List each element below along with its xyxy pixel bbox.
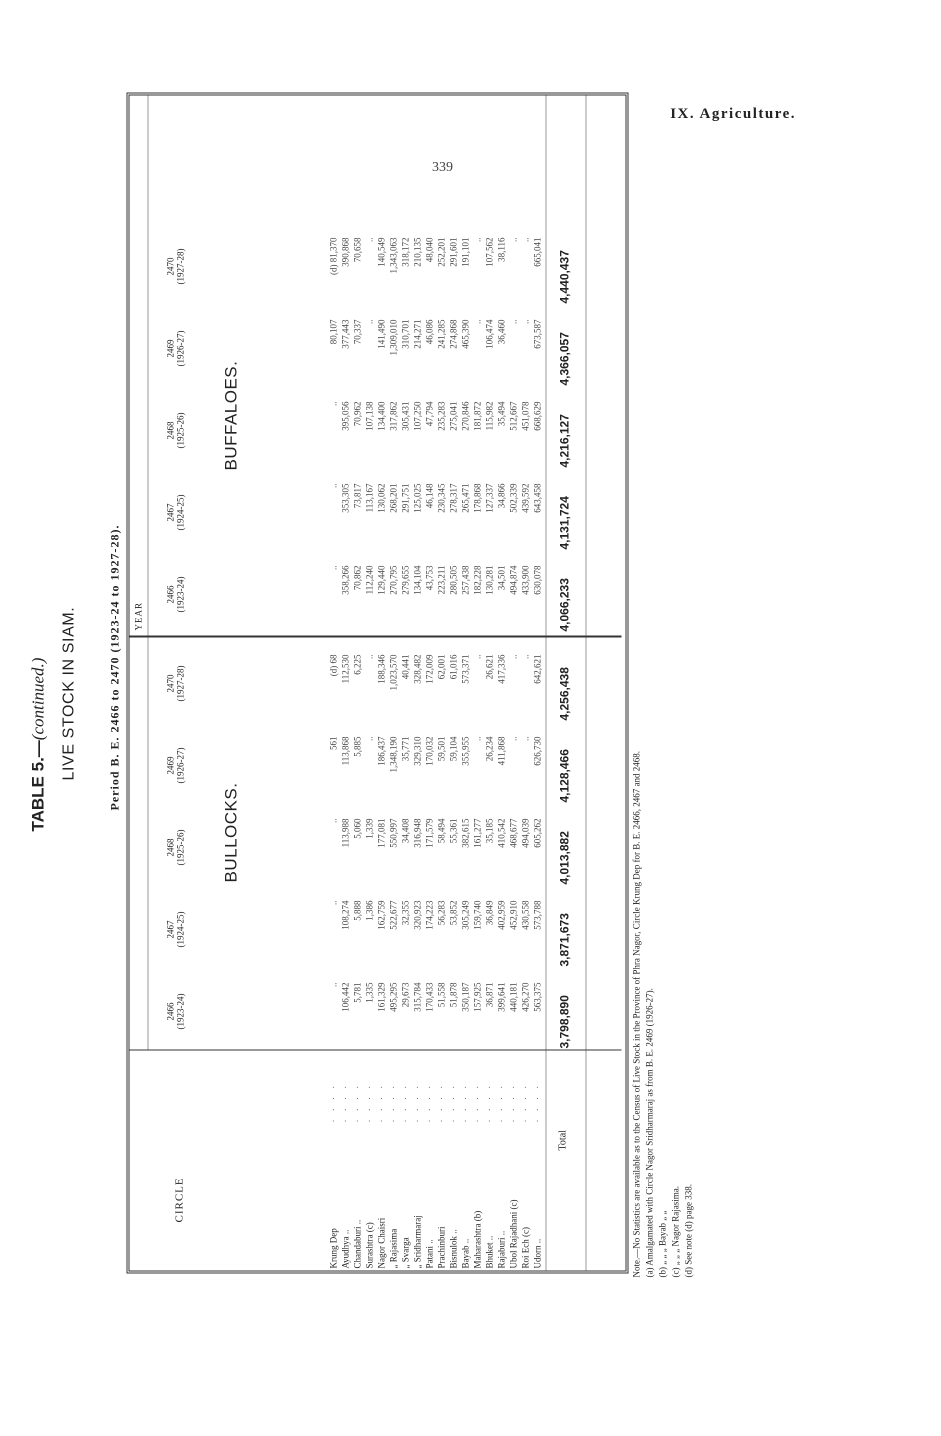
table-cell: 433,900 — [520, 565, 531, 595]
table-cell: (d) 81,370 — [328, 237, 339, 275]
table-notes — [631, 178, 696, 1278]
table-cell: .. — [520, 654, 531, 659]
table-cell: .. — [328, 818, 339, 823]
buffaloes-column — [328, 320, 544, 380]
table-cell: 113,988 — [340, 818, 351, 848]
bullocks-column — [328, 737, 544, 797]
year-ce: (1924-25) — [175, 911, 186, 948]
table-cell: 279,655 — [400, 565, 411, 595]
year-column-header — [166, 653, 186, 715]
table-cell: .. — [508, 319, 519, 324]
table-cell: 440,181 — [508, 982, 519, 1012]
table-cell: 36,460 — [496, 319, 507, 345]
table-cell: .. — [508, 237, 519, 242]
table-cell: 58,494 — [436, 818, 447, 844]
table-cell: 395,056 — [340, 401, 351, 431]
table-cell: 573,788 — [532, 900, 543, 930]
circle-name: Surashtra (c) — [364, 1222, 375, 1269]
year-be: 2466 — [165, 585, 176, 604]
bullocks-total: 3,871,673 — [557, 913, 572, 967]
table-cell: 358,266 — [340, 565, 351, 595]
table-cell: 451,078 — [520, 401, 531, 431]
bullocks-total: 4,128,466 — [557, 749, 572, 803]
table-cell: 59,104 — [448, 736, 459, 762]
circle-name: Udorn .. — [532, 1238, 543, 1269]
year-label: YEAR — [133, 602, 144, 631]
table-cell: .. — [472, 736, 483, 741]
leader-dot-row: · · · · — [328, 1082, 339, 1123]
note-main: Note.—No Statistics are available as to the Census of Live Stock in the Province of Phra Nagor, Circle Krung Dep for B. E. 2466, 2467 and 2468. — [631, 750, 642, 1278]
table-cell: 494,874 — [508, 565, 519, 595]
table-cell: 130,062 — [376, 483, 387, 513]
note-a: (a) Amalgamated with Circle Nagor Sridharmaraj as from B. E. 2469 (1926-27). — [644, 988, 655, 1278]
table-cell: 106,474 — [484, 319, 495, 349]
leader-dot-row: · · · · — [340, 1082, 351, 1123]
table-cell: 134,104 — [412, 565, 423, 595]
table-cell: 170,433 — [424, 982, 435, 1012]
bullocks-column — [328, 983, 544, 1043]
live-stock-table — [107, 93, 629, 1274]
buffaloes-total: 4,216,127 — [557, 414, 572, 468]
year-be: 2467 — [165, 920, 176, 939]
table-cell: 328,482 — [412, 654, 423, 684]
table-cell: 316,948 — [412, 818, 423, 848]
table-cell: .. — [328, 483, 339, 488]
table-cell: 80,107 — [328, 319, 339, 345]
table-cell: 5,781 — [352, 982, 363, 1003]
table-cell: 502,339 — [508, 483, 519, 513]
table-cell: .. — [520, 736, 531, 741]
bullocks-column — [328, 901, 544, 961]
table-cell: .. — [328, 982, 339, 987]
table-cell: 5,888 — [352, 900, 363, 921]
table-cell: 561 — [328, 736, 339, 750]
circle-name: Bayab .. — [460, 1238, 471, 1269]
table-cell: 174,223 — [424, 900, 435, 930]
table-cell: 62,001 — [436, 654, 447, 680]
year-ce: (1923-24) — [175, 993, 186, 1030]
table-cell: 452,910 — [508, 900, 519, 930]
leader-dot-row: · · · · — [448, 1082, 459, 1123]
circle-name: Patani .. — [424, 1239, 435, 1269]
table-cell: 275,041 — [448, 401, 459, 431]
table-cell: 47,794 — [424, 401, 435, 427]
table-cell: 417,336 — [496, 654, 507, 684]
table-cell: 495,295 — [388, 982, 399, 1012]
year-ce: (1924-25) — [175, 494, 186, 531]
table-cell: 468,677 — [508, 818, 519, 848]
table-cell: 38,116 — [496, 237, 507, 262]
table-cell: 223,211 — [436, 565, 447, 595]
table-cell: 70,337 — [352, 319, 363, 345]
bullocks-total: 3,798,890 — [557, 995, 572, 1049]
buffaloes-title: BUFFALOES. — [221, 360, 241, 471]
buffaloes-total: 4,066,233 — [557, 578, 572, 632]
table-cell: 108,274 — [340, 900, 351, 930]
year-column-header — [166, 981, 186, 1043]
circle-name: Chandaburi .. — [352, 1219, 363, 1269]
year-column-header — [166, 318, 186, 380]
table-cell: 257,438 — [460, 565, 471, 595]
table-cell: .. — [328, 401, 339, 406]
table-cell: (d) 68 — [328, 654, 339, 677]
table-cell: 305,249 — [460, 900, 471, 930]
table-subtitle: LIVE STOCK IN SIAM. — [60, 606, 78, 781]
leader-dot-row: · · · · — [388, 1082, 399, 1123]
table-cell: 5,060 — [352, 818, 363, 839]
table-cell: 113,868 — [340, 736, 351, 766]
table-cell: 214,271 — [412, 319, 423, 349]
table-cell: 46,086 — [424, 319, 435, 345]
table-cell: 70,658 — [352, 237, 363, 263]
table-cell: 34,866 — [496, 483, 507, 509]
year-ce: (1927-28) — [175, 248, 186, 285]
table-cell: 40,441 — [400, 654, 411, 680]
table-cell: 125,025 — [412, 483, 423, 513]
table-cell: .. — [520, 237, 531, 242]
leader-dot-row: · · · · — [436, 1082, 447, 1123]
table-cell: 494,039 — [520, 818, 531, 848]
table-cell: 382,615 — [460, 818, 471, 848]
table-cell: 665,041 — [532, 237, 543, 267]
table-cell: 230,345 — [436, 483, 447, 513]
table-cell: 642,621 — [532, 654, 543, 684]
table-cell: 170,032 — [424, 736, 435, 766]
period-caption: Period B. E. 2466 to 2470 (1923-24 to 1927-28). — [107, 524, 122, 811]
circle-name: „ Svarga — [400, 1237, 411, 1269]
buffaloes-column — [328, 402, 544, 462]
year-be: 2470 — [165, 257, 176, 276]
table-cell: .. — [472, 319, 483, 324]
table-cell: 210,135 — [412, 237, 423, 267]
rotated-table-page — [28, 89, 847, 1284]
table-cell: 161,329 — [376, 982, 387, 1012]
table-cell: 573,371 — [460, 654, 471, 684]
table-cell: 188,346 — [376, 654, 387, 684]
table-cell: 48,040 — [424, 237, 435, 263]
table-cell: 643,458 — [532, 483, 543, 513]
table-cell: 26,234 — [484, 736, 495, 762]
circle-name: Nagor Chaisri — [376, 1217, 387, 1269]
table-cell: 274,868 — [448, 319, 459, 349]
table-cell: 318,172 — [400, 237, 411, 267]
year-column-header — [166, 400, 186, 462]
table-cell: 171,579 — [424, 818, 435, 848]
table-cell: .. — [364, 654, 375, 659]
circle-name: Maharashtra (b) — [472, 1210, 483, 1269]
leader-dot-row: · · · · — [424, 1082, 435, 1123]
circle-name: Ubol Rajadhani (c) — [508, 1199, 519, 1269]
table-cell: 291,601 — [448, 237, 459, 267]
table-cell: 36,849 — [484, 900, 495, 926]
year-column-header — [166, 899, 186, 961]
table-cell: 439,592 — [520, 483, 531, 513]
leader-dot-row: · · · · — [472, 1082, 483, 1123]
year-ce: (1927-28) — [175, 665, 186, 702]
table-cell: 107,138 — [364, 401, 375, 431]
circle-name: Rajaburi .. — [496, 1230, 507, 1269]
table-cell: 411,868 — [496, 736, 507, 766]
year-be: 2467 — [165, 503, 176, 522]
leader-dot-row: · · · · — [496, 1082, 507, 1123]
note-d: (d) See note (d) page 338. — [683, 1184, 694, 1278]
table-cell: 668,629 — [532, 401, 543, 431]
year-column-header — [166, 735, 186, 797]
note-c: (c) „ „ „ Nagor Rajasima. — [670, 1186, 681, 1278]
table-cell: 35,494 — [496, 401, 507, 427]
table-cell: 34,501 — [496, 565, 507, 591]
table-cell: .. — [364, 237, 375, 242]
table-cell: 181,872 — [472, 401, 483, 431]
year-be: 2468 — [165, 421, 176, 440]
table-cell: 112,530 — [340, 654, 351, 684]
leader-dot-row: · · · · — [412, 1082, 423, 1123]
table-cell: 252,201 — [436, 237, 447, 267]
table-cell: 305,431 — [400, 401, 411, 431]
bullocks-total: 4,256,438 — [557, 667, 572, 721]
year-column-header — [166, 236, 186, 298]
buffaloes-column — [328, 484, 544, 544]
leader-dot-row: · · · · — [376, 1082, 387, 1123]
leader-dot-row: · · · · — [508, 1082, 519, 1123]
year-ce: (1926-27) — [175, 747, 186, 784]
table-cell: 172,009 — [424, 654, 435, 684]
table-cell: 5,885 — [352, 736, 363, 757]
table-cell: 182,228 — [472, 565, 483, 595]
table-cell: 177,081 — [376, 818, 387, 848]
table-cell: 310,701 — [400, 319, 411, 349]
table-cell: 129,440 — [376, 565, 387, 595]
table-cell: 522,677 — [388, 900, 399, 930]
table-cell: 55,361 — [448, 818, 459, 844]
table-cell: 26,621 — [484, 654, 495, 680]
table-cell: 130,281 — [484, 565, 495, 595]
bullocks-total: 4,013,882 — [557, 831, 572, 885]
circle-name: „ Sridharmaraj — [412, 1215, 423, 1269]
table-cell: 56,283 — [436, 900, 447, 926]
table-cell: 1,339 — [364, 818, 375, 839]
table-cell: 178,868 — [472, 483, 483, 513]
circle-name: Bhuket .. — [484, 1235, 495, 1269]
table-cell: .. — [472, 654, 483, 659]
leader-dot-row: · · · · — [532, 1082, 543, 1123]
buffaloes-column — [328, 238, 544, 298]
year-be: 2466 — [165, 1002, 176, 1021]
table-cell: 191,101 — [460, 237, 471, 267]
table-cell: 70,962 — [352, 401, 363, 427]
year-column-header — [166, 817, 186, 879]
bullocks-column — [328, 819, 544, 879]
table-cell: 280,505 — [448, 565, 459, 595]
circle-name: Prachinburi — [436, 1226, 447, 1269]
table-cell: 106,442 — [340, 982, 351, 1012]
table-cell: 291,751 — [400, 483, 411, 513]
table-cell: 390,868 — [340, 237, 351, 267]
table-cell: 157,925 — [472, 982, 483, 1012]
table-cell: .. — [472, 237, 483, 242]
table-cell: .. — [364, 736, 375, 741]
year-column-header — [166, 564, 186, 626]
table-cell: 35,185 — [484, 818, 495, 844]
circle-names — [328, 1200, 544, 1269]
table-cell: 512,667 — [508, 401, 519, 431]
table-cell: 430,558 — [520, 900, 531, 930]
table-cell: 1,343,063 — [388, 237, 399, 274]
table-cell: 112,240 — [364, 565, 375, 595]
table-cell: 107,562 — [484, 237, 495, 267]
table-cell: 265,471 — [460, 483, 471, 513]
table-cell: 268,201 — [388, 483, 399, 513]
table-cell: 107,250 — [412, 401, 423, 431]
table-cell: 465,390 — [460, 319, 471, 349]
year-column-header — [166, 482, 186, 544]
table-cell: 35,771 — [400, 736, 411, 762]
table-cell: 426,270 — [520, 982, 531, 1012]
table-cell: 127,337 — [484, 483, 495, 513]
table-cell: 673,587 — [532, 319, 543, 349]
page-number: 339 — [432, 160, 453, 175]
table-cell: 70,862 — [352, 565, 363, 591]
buffaloes-column — [328, 566, 544, 626]
table-cell: 355,955 — [460, 736, 471, 766]
table-cell: 317,862 — [388, 401, 399, 431]
table-cell: 115,982 — [484, 401, 495, 431]
buffaloes-total: 4,440,437 — [557, 250, 572, 304]
leader-dot-row: · · · · — [484, 1082, 495, 1123]
table-cell: 329,310 — [412, 736, 423, 766]
total-label: Total — [557, 1130, 569, 1151]
leader-dot-row: · · · · — [520, 1082, 531, 1123]
buffaloes-total: 4,366,057 — [557, 332, 572, 386]
table-cell: 43,753 — [424, 565, 435, 591]
circle-name: Krung Dep — [328, 1228, 339, 1269]
table-cell: 1,386 — [364, 900, 375, 921]
table-cell: 73,817 — [352, 483, 363, 509]
table-cell: 141,490 — [376, 319, 387, 349]
table-cell: 46,148 — [424, 483, 435, 509]
table-cell: .. — [364, 319, 375, 324]
circle-name: „ Rajasima — [388, 1228, 399, 1269]
table-cell: 61,016 — [448, 654, 459, 680]
table-cell: 186,437 — [376, 736, 387, 766]
leader-dot-row: · · · · — [460, 1082, 471, 1123]
table-cell: 32,355 — [400, 900, 411, 926]
table-cell: 350,187 — [460, 982, 471, 1012]
circle-name: Ayudhya .. — [340, 1229, 351, 1269]
table-cell: 162,759 — [376, 900, 387, 930]
buffaloes-total: 4,131,724 — [557, 496, 572, 550]
table-cell: 113,167 — [364, 483, 375, 513]
section-header: IX. Agriculture. — [670, 106, 796, 122]
year-be: 2469 — [165, 756, 176, 775]
year-be: 2468 — [165, 838, 176, 857]
table-cell: 34,408 — [400, 818, 411, 844]
table-cell: 134,400 — [376, 401, 387, 431]
table-cell: 315,784 — [412, 982, 423, 1012]
table-cell: 161,277 — [472, 818, 483, 848]
table-cell: .. — [508, 654, 519, 659]
table-cell: 270,795 — [388, 565, 399, 595]
table-cell: 53,852 — [448, 900, 459, 926]
table-cell: 377,443 — [340, 319, 351, 349]
table-cell: 1,309,010 — [388, 319, 399, 356]
table-cell: 140,549 — [376, 237, 387, 267]
table-cell: 159,740 — [472, 900, 483, 930]
table-cell: 1,023,570 — [388, 654, 399, 691]
table-cell: 563,375 — [532, 982, 543, 1012]
year-ce: (1926-27) — [175, 330, 186, 367]
circle-header: CIRCLE — [173, 1177, 186, 1223]
table-cell: 235,283 — [436, 401, 447, 431]
table-cell: 320,923 — [412, 900, 423, 930]
circle-name: Roi Ech (c) — [520, 1227, 531, 1269]
table-cell: 51,878 — [448, 982, 459, 1008]
table-cell: 353,305 — [340, 483, 351, 513]
table-cell: 59,501 — [436, 736, 447, 762]
table-cell: 399,641 — [496, 982, 507, 1012]
table-cell: .. — [328, 900, 339, 905]
table-cell: 278,317 — [448, 483, 459, 513]
table-cell: .. — [508, 736, 519, 741]
table-title: TABLE 5.—(continued.) — [28, 657, 48, 832]
leader-dot-row: · · · · — [400, 1082, 411, 1123]
table-cell: 626,730 — [532, 736, 543, 766]
bullocks-column — [328, 655, 544, 715]
table-cell: 29,673 — [400, 982, 411, 1008]
year-be: 2470 — [165, 674, 176, 693]
year-be: 2469 — [165, 339, 176, 358]
leader-dot-row: · · · · — [364, 1082, 375, 1123]
circle-name: Bisnulok .. — [448, 1229, 459, 1269]
table-cell: 1,335 — [364, 982, 375, 1003]
table-cell: 241,285 — [436, 319, 447, 349]
table-cell: 270,846 — [460, 401, 471, 431]
table-cell: .. — [328, 565, 339, 570]
table-cell: 402,959 — [496, 900, 507, 930]
year-ce: (1925-26) — [175, 829, 186, 866]
table-cell: 410,542 — [496, 818, 507, 848]
leader-dots — [328, 1083, 544, 1123]
table-cell: 51,558 — [436, 982, 447, 1008]
leader-dot-row: · · · · — [352, 1082, 363, 1123]
table-cell: 36,871 — [484, 982, 495, 1008]
table-cell: 6,225 — [352, 654, 363, 675]
table-cell: 630,078 — [532, 565, 543, 595]
table-cell: 605,262 — [532, 818, 543, 848]
table-cell: 550,997 — [388, 818, 399, 848]
note-b: (b) „ „ „ Bayab „ „ — [657, 1210, 668, 1278]
table-cell: 1,348,190 — [388, 736, 399, 773]
table-cell: .. — [520, 319, 531, 324]
year-ce: (1925-26) — [175, 412, 186, 449]
bullocks-title: BULLOCKS. — [221, 782, 241, 883]
year-ce: (1923-24) — [175, 576, 186, 613]
